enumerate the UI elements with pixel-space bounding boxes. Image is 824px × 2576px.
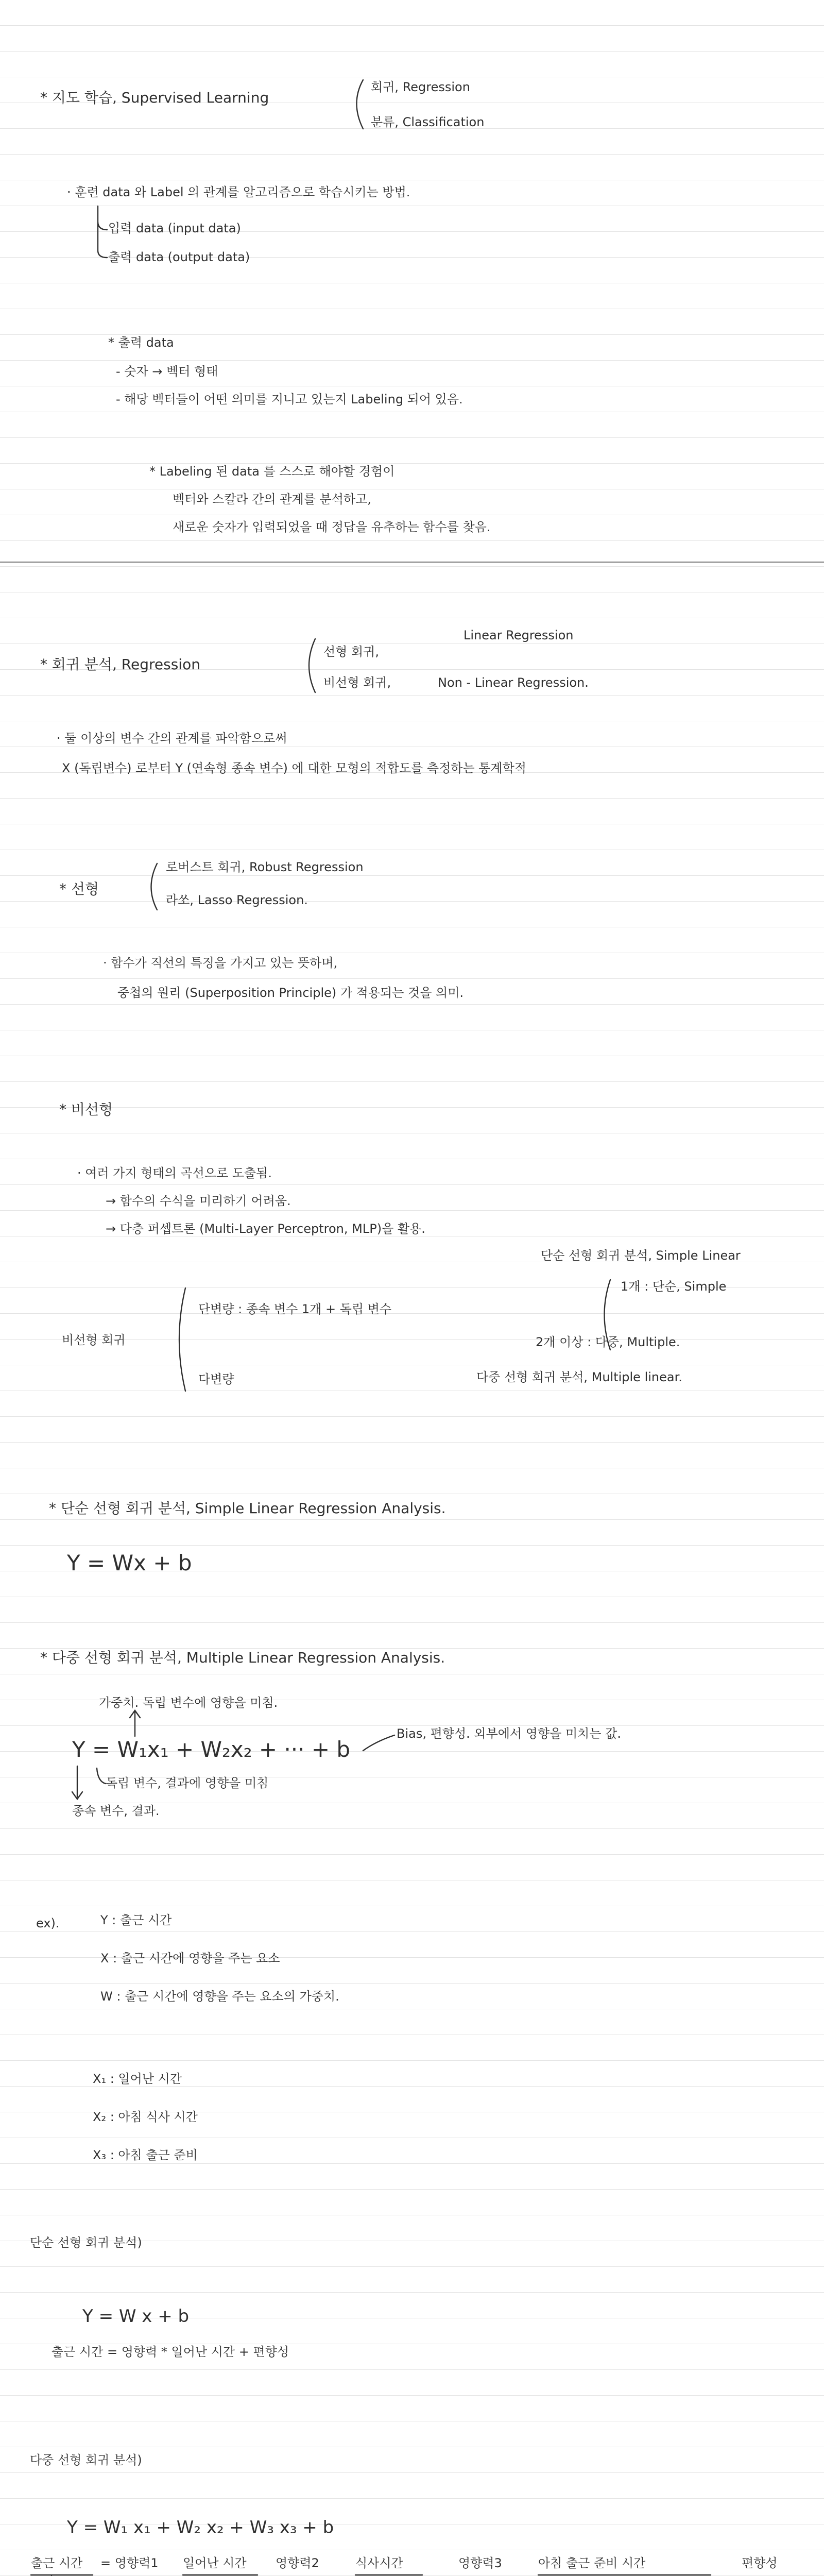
labeling-line-1: * Labeling 된 data 를 스스로 해야할 경험이 bbox=[149, 464, 395, 479]
example-x1: X₁ : 일어난 시간 bbox=[93, 2072, 182, 2086]
nonlinear-point-1: · 여러 가지 형태의 곡선으로 도출됨. bbox=[77, 1166, 272, 1180]
output-data-label: 출력 data (output data) bbox=[108, 250, 250, 264]
linear-brace bbox=[151, 863, 158, 910]
output-data-point-2: - 해당 벡터들이 어떤 의미를 지니고 있는지 Labeling 되어 있음. bbox=[116, 392, 463, 406]
multiple-example-feature-2: 식사시간 bbox=[355, 2556, 403, 2570]
multiple-example-title: 다중 선형 회귀 분석) bbox=[30, 2453, 142, 2467]
multiple-example-bias: 편향성 bbox=[742, 2556, 778, 2570]
labeling-line-2: 벡터와 스칼라 간의 관계를 분석하고, bbox=[173, 492, 371, 506]
example-x: X : 출근 시간에 영향을 주는 요소 bbox=[100, 1951, 280, 1965]
example-w: W : 출근 시간에 영향을 주는 요소의 가중치. bbox=[100, 1989, 339, 2004]
bias-arrow bbox=[363, 1735, 394, 1751]
simple-example-title: 단순 선형 회귀 분석) bbox=[30, 2235, 142, 2250]
example-x2: X₂ : 아침 식사 시간 bbox=[93, 2110, 198, 2124]
nonlinear-point-3: → 다층 퍼셉트론 (Multi-Layer Perceptron, MLP)을 활용. bbox=[106, 1222, 425, 1236]
regression-definition-2: X (독립변수) 로부터 Y (연속형 종속 변수) 에 대한 모형의 적합도를 측정하는 통계학적 bbox=[62, 761, 526, 775]
tree-root: 비선형 회귀 bbox=[62, 1333, 126, 1347]
input-data-label: 입력 data (input data) bbox=[108, 221, 241, 235]
regression-branch: 회귀, Regression bbox=[371, 80, 470, 94]
tree-one-variable: 1개 : 단순, Simple bbox=[621, 1279, 727, 1294]
lasso-regression: 라쏘, Lasso Regression. bbox=[166, 893, 308, 907]
tree-multivariate: 다변량 bbox=[198, 1372, 234, 1386]
simple-example-mapping: 출근 시간 = 영향력 * 일어난 시간 + 편향성 bbox=[52, 2345, 289, 2359]
dependent-variable-note: 종속 변수, 결과. bbox=[72, 1804, 160, 1818]
output-data-heading: * 출력 data bbox=[108, 335, 174, 350]
linear-definition-2: 중첩의 원리 (Superposition Principle) 가 적용되는 것을 의미. bbox=[117, 986, 464, 1000]
classification-branch: 분류, Classification bbox=[371, 115, 485, 129]
multiple-linear-formula: Y = W₁x₁ + W₂x₂ + ··· + b bbox=[72, 1737, 351, 1762]
multiple-example-weight-3: 영향력3 bbox=[458, 2556, 502, 2570]
input-output-brace bbox=[98, 206, 107, 258]
tree-multiple-linear: 다중 선형 회귀 분석, Multiple linear. bbox=[476, 1370, 682, 1384]
linear-definition-1: · 함수가 직선의 특징을 가지고 있는 뜻하며, bbox=[103, 956, 338, 970]
example-y: Y : 출근 시간 bbox=[100, 1913, 172, 1927]
supervised-brace bbox=[357, 80, 364, 129]
example-x3: X₃ : 아침 출근 준비 bbox=[93, 2148, 198, 2162]
weight-arrowhead bbox=[130, 1710, 140, 1718]
tree-simple-linear: 단순 선형 회귀 분석, Simple Linear bbox=[541, 1248, 741, 1263]
nonlinear-point-2: → 함수의 수식을 미리하기 어려움. bbox=[106, 1194, 291, 1208]
regression-definition-1: · 둘 이상의 변수 간의 관계를 파악함으로써 bbox=[57, 731, 287, 745]
section-divider bbox=[0, 562, 824, 563]
tree-two-variables: 2개 이상 : 다중, Multiple. bbox=[536, 1335, 680, 1349]
robust-regression: 로버스트 회귀, Robust Regression bbox=[166, 860, 364, 874]
linear-heading: * 선형 bbox=[59, 880, 99, 897]
simple-example-formula: Y = W x + b bbox=[82, 2306, 190, 2327]
tree-univariate: 단변량 : 종속 변수 1개 + 독립 변수 bbox=[198, 1302, 392, 1316]
multiple-example-formula: Y = W₁ x₁ + W₂ x₂ + W₃ x₃ + b bbox=[67, 2517, 334, 2538]
labeling-line-3: 새로운 숫자가 입력되었을 때 정답을 유추하는 함수를 찾음. bbox=[173, 520, 491, 534]
multiple-linear-title: * 다중 선형 회귀 분석, Multiple Linear Regression Analysis. bbox=[40, 1649, 445, 1666]
weight-note: 가중치. 독립 변수에 영향을 미침. bbox=[99, 1696, 278, 1710]
linear-regression-en: Linear Regression bbox=[464, 628, 574, 642]
independent-variable-note: 독립 변수, 결과에 영향을 미침 bbox=[106, 1776, 269, 1790]
simple-linear-formula: Y = Wx + b bbox=[67, 1550, 192, 1575]
supervised-definition: · 훈련 data 와 Label 의 관계를 알고리즘으로 학습시키는 방법. bbox=[67, 185, 410, 199]
multiple-example-weight-1: = 영향력1 bbox=[100, 2556, 159, 2570]
bias-note: Bias, 편향성. 외부에서 영향을 미치는 값. bbox=[397, 1726, 621, 1741]
output-data-point-1: - 숫자 → 벡터 형태 bbox=[116, 364, 218, 379]
nonlinear-heading: * 비선형 bbox=[59, 1101, 113, 1118]
regression-brace bbox=[309, 639, 315, 692]
tree-root-brace bbox=[179, 1288, 185, 1391]
nonlinear-regression-en: Non - Linear Regression. bbox=[438, 675, 589, 690]
regression-title: * 회귀 분석, Regression bbox=[40, 656, 200, 673]
linear-regression-ko: 선형 회귀, bbox=[323, 645, 379, 659]
dependent-arrowhead bbox=[72, 1792, 82, 1799]
nonlinear-regression-ko: 비선형 회귀, bbox=[323, 675, 391, 690]
multiple-example-weight-2: 영향력2 bbox=[276, 2556, 319, 2570]
supervised-title: * 지도 학습, Supervised Learning bbox=[40, 89, 269, 106]
multiple-example-feature-1: 일어난 시간 bbox=[183, 2556, 247, 2570]
independent-arrow bbox=[97, 1768, 106, 1784]
simple-linear-title: * 단순 선형 회귀 분석, Simple Linear Regression Analysis. bbox=[49, 1500, 446, 1517]
multiple-example-target: 출근 시간 bbox=[31, 2556, 83, 2570]
example-marker: ex). bbox=[36, 1916, 60, 1930]
multiple-example-feature-3: 아침 출근 준비 시간 bbox=[538, 2556, 646, 2570]
